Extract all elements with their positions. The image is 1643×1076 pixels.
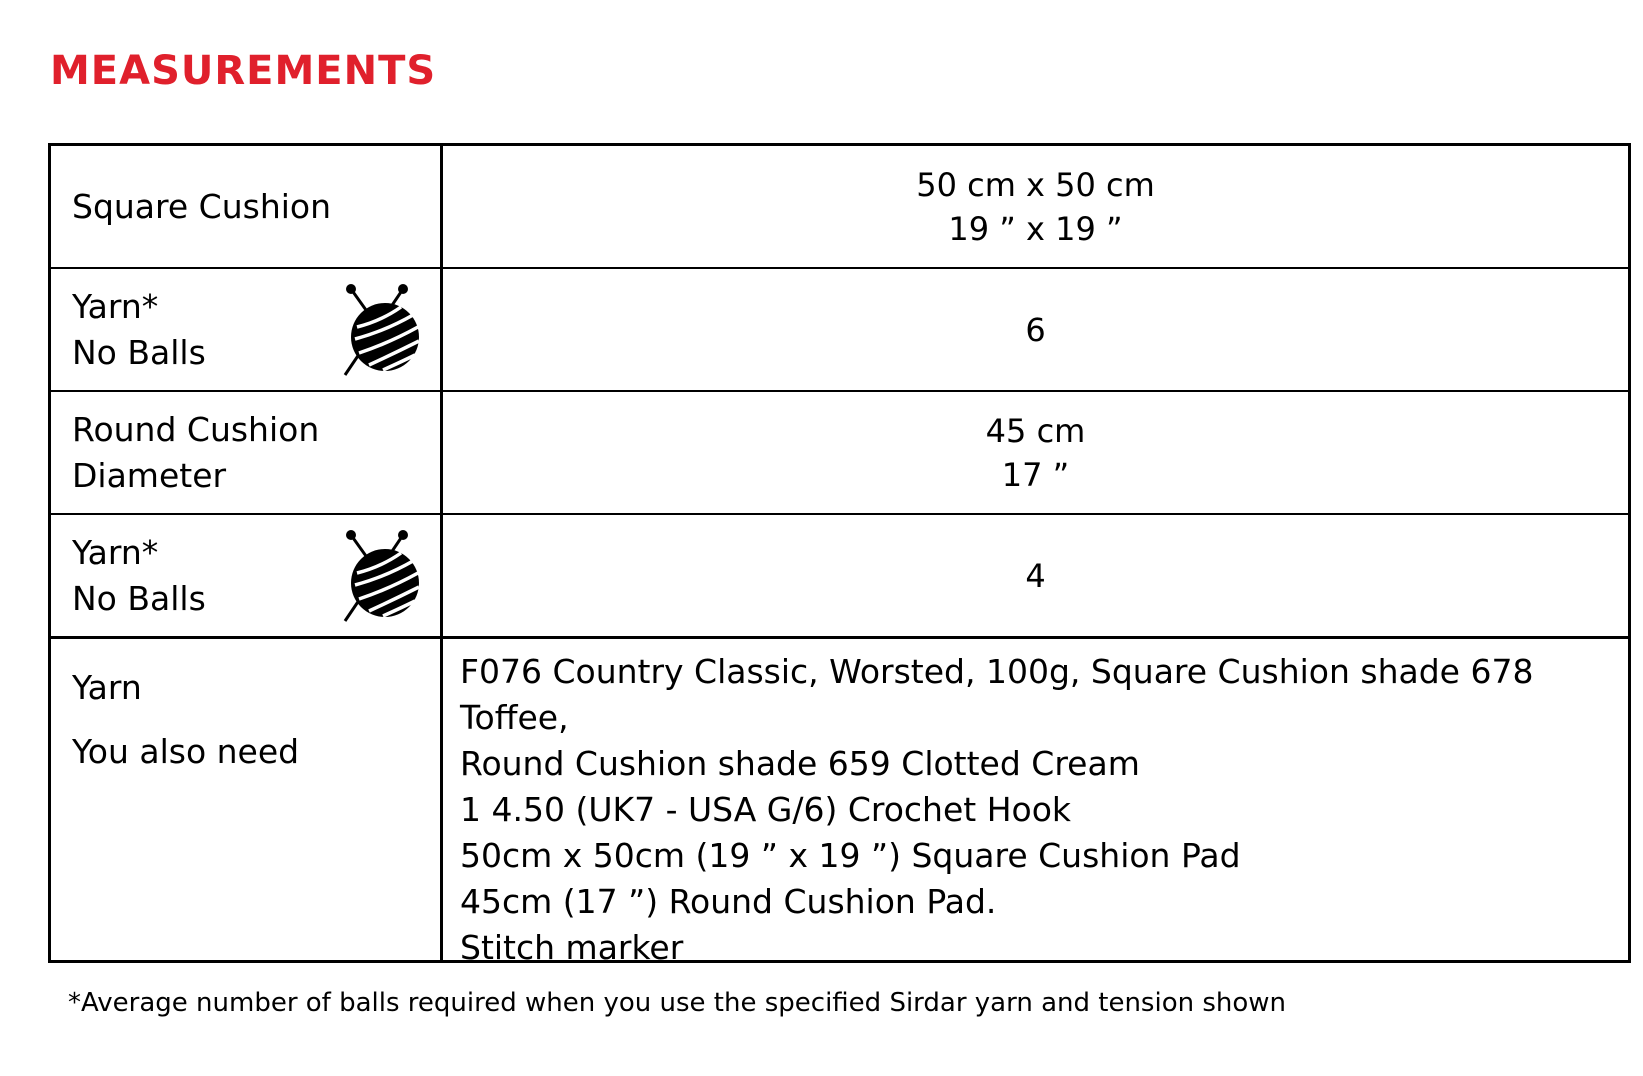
yarn-ball-needles-icon — [341, 527, 423, 625]
row-value-line: 50cm x 50cm (19 ” x 19 ”) Square Cushion Pad — [460, 836, 1241, 875]
row-value-line: 1 4.50 (UK7 - USA G/6) Crochet Hook — [460, 790, 1071, 829]
row-value — [443, 392, 1628, 513]
row-value-line: 19 ” x 19 ” — [948, 209, 1123, 248]
row-value-line: 45 cm — [985, 411, 1086, 450]
row-label — [51, 641, 440, 960]
row-label — [51, 146, 440, 267]
row-label-line: You also need — [72, 732, 300, 771]
row-label — [51, 392, 440, 513]
table-row — [51, 146, 1628, 267]
row-value-line: 17 ” — [1001, 455, 1070, 494]
row-label-line: Yarn* — [72, 286, 159, 326]
row-label-line: No Balls — [72, 332, 206, 372]
row-value-line: 6 — [1025, 310, 1046, 349]
page-title: MEASUREMENTS — [50, 48, 437, 94]
row-value-line: 45cm (17 ”) Round Cushion Pad. — [460, 882, 997, 921]
row-label-line: Square Cushion — [72, 186, 332, 226]
yarn-ball-needles-icon — [341, 281, 423, 379]
table-row — [51, 641, 1628, 967]
footnote: *Average number of balls required when you use the specified Sirdar yarn and tension shown — [68, 988, 1287, 1018]
row-label-line: Diameter — [72, 455, 227, 495]
row-label-line: Yarn* — [72, 532, 159, 572]
row-label-line: Round Cushion — [72, 409, 320, 449]
row-value — [443, 515, 1628, 636]
row-value-line: 4 — [1025, 556, 1046, 595]
measurements-table — [48, 143, 1631, 967]
row-value — [443, 641, 1628, 967]
table-row — [51, 269, 1628, 390]
table-row — [51, 515, 1628, 636]
row-value-line: Round Cushion shade 659 Clotted Cream — [460, 744, 1140, 783]
row-value-line: Stitch marker — [460, 928, 684, 967]
row-value-line: F076 Country Classic, Worsted, 100g, Square Cushion shade 678 Toffee, — [460, 652, 1534, 737]
row-divider — [51, 636, 1628, 639]
row-value — [443, 146, 1628, 267]
row-label-line: No Balls — [72, 578, 206, 618]
row-label-line: Yarn — [72, 668, 142, 707]
table-row — [51, 392, 1628, 513]
row-value — [443, 269, 1628, 390]
row-value-line: 50 cm x 50 cm — [916, 165, 1155, 204]
